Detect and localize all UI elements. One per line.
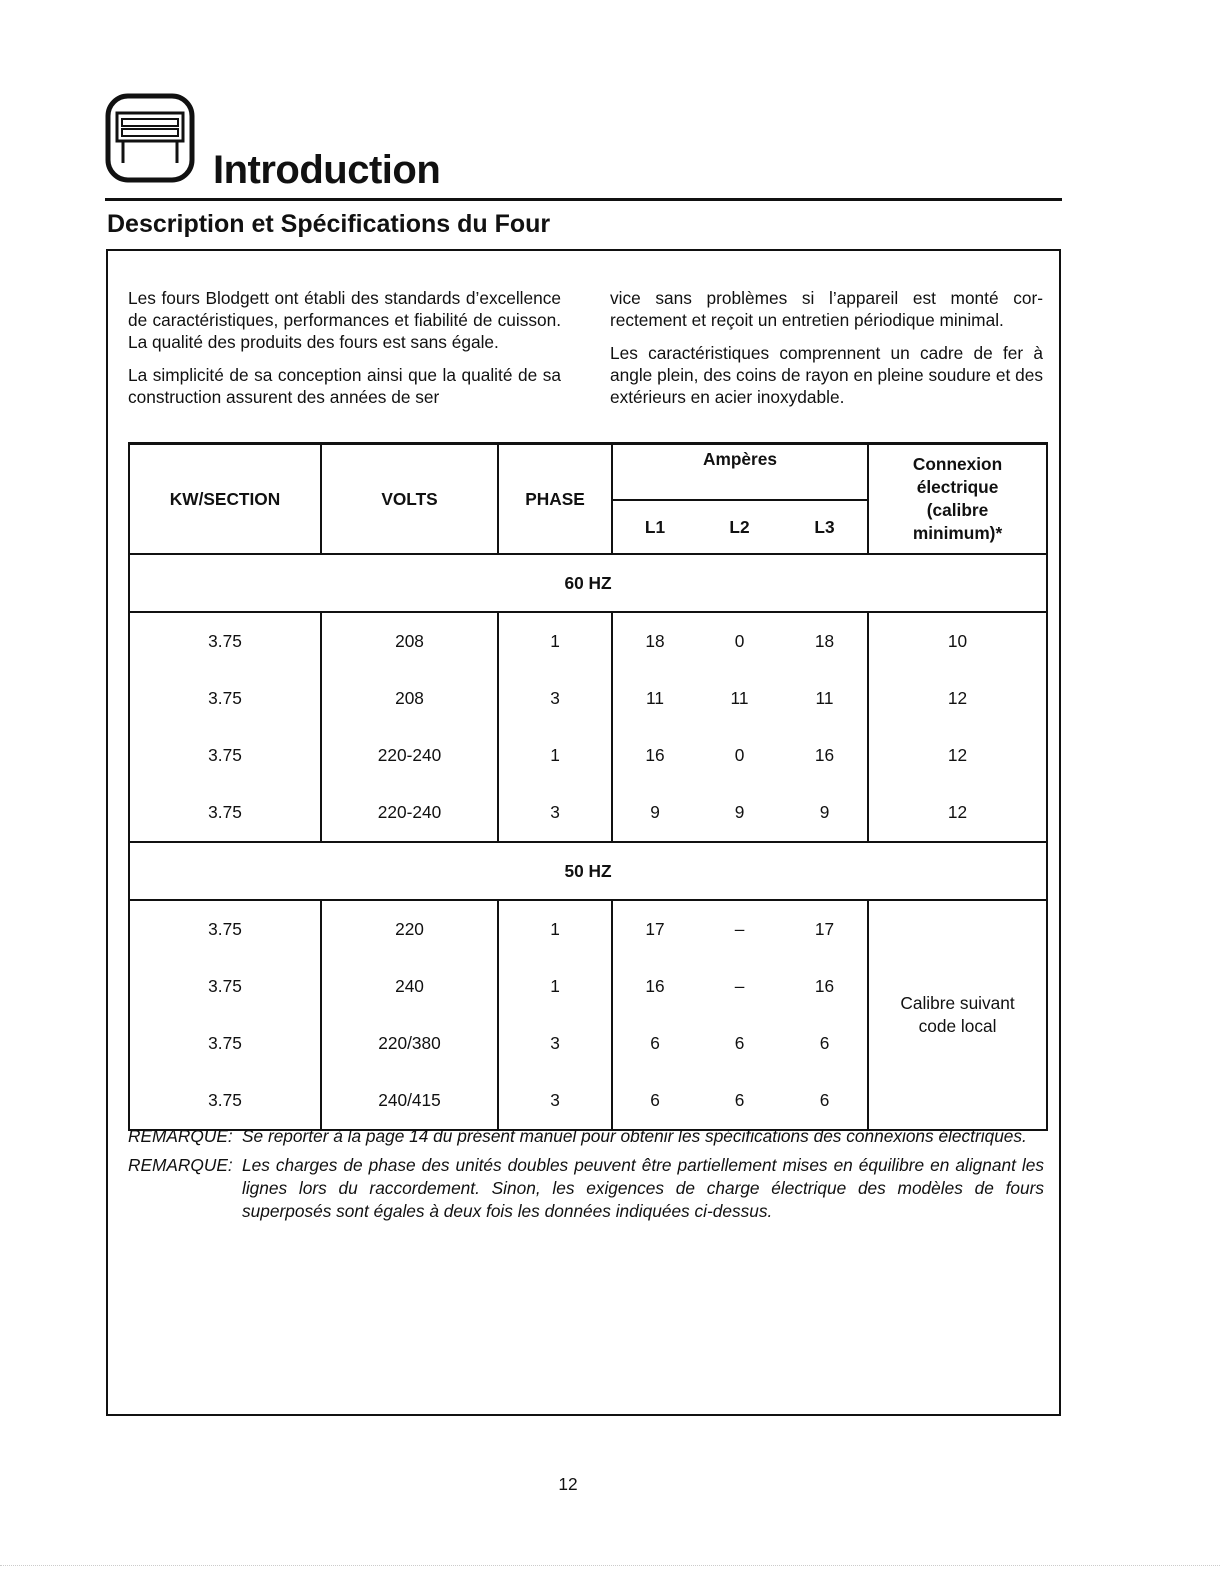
cell-connexion: 12	[868, 670, 1047, 727]
cell-volts: 220-240	[321, 784, 498, 842]
table-row	[129, 612, 1047, 670]
cell-connexion-local-code: Calibre suivant code local	[868, 900, 1047, 1130]
cell-volts: 240	[321, 958, 498, 1015]
cell-l3: 6	[782, 1072, 868, 1130]
cell-l1: 6	[650, 1033, 660, 1053]
title-divider	[105, 198, 1062, 201]
page-title: Introduction	[213, 148, 441, 192]
cell-l1: 16	[645, 745, 665, 765]
cell-l1: 16	[645, 976, 665, 996]
cell-connexion: 12	[868, 727, 1047, 784]
cell-l3: 18	[782, 612, 868, 670]
group-row-60hz	[129, 554, 1047, 612]
intro-right-column	[610, 287, 1043, 419]
cell-l1: 18	[645, 631, 665, 651]
note-text: Les charges de phase des unités doubles peuvent être partiellement mises en équilibre en alignant les lignes lors du raccordement. Sinon, les exigences de charge électrique des modèles de fours superposés sont égales à deux fois les données indiquées ci-dessus.	[242, 1155, 1044, 1221]
cell-l2: 9	[734, 802, 745, 822]
group-label: 60 HZ	[129, 554, 1047, 612]
cell-phase: 3	[498, 670, 612, 727]
cell-kw: 3.75	[129, 612, 321, 670]
cell-kw: 3.75	[129, 670, 321, 727]
cell-phase: 3	[498, 784, 612, 842]
table-header-row	[129, 444, 1047, 501]
table-row	[129, 900, 1047, 958]
cell-volts: 208	[321, 612, 498, 670]
cell-volts: 220-240	[321, 727, 498, 784]
header-kw-section: KW/SECTION	[129, 444, 321, 555]
intro-left-column	[128, 287, 561, 419]
header-l1: L1	[644, 516, 666, 537]
cell-l3: 17	[782, 900, 868, 958]
cell-connexion: 10	[868, 612, 1047, 670]
cell-l2: –	[734, 919, 745, 939]
intro-paragraph: Les caractéristiques comprennent un cadre de fer à angle plein, des coins de rayon en pleine soudure et des extérieurs en acier inoxydable.	[610, 343, 1043, 407]
cell-l3: 16	[782, 958, 868, 1015]
note	[128, 1154, 1044, 1223]
table-row	[129, 784, 1047, 842]
cell-kw: 3.75	[129, 1015, 321, 1072]
cell-volts: 208	[321, 670, 498, 727]
header-connexion: Connexion électrique (calibre minimum)*	[868, 444, 1047, 555]
cell-l3: 9	[782, 784, 868, 842]
cell-volts: 240/415	[321, 1072, 498, 1130]
cell-l3: 6	[782, 1015, 868, 1072]
note	[128, 1125, 1044, 1148]
group-row-50hz	[129, 842, 1047, 900]
header-amperes: Ampères	[612, 444, 868, 501]
notes-section	[128, 1125, 1044, 1229]
note-text: Se reporter à la page 14 du présent manuel pour obtenir les spécifications des connexions électriques.	[242, 1126, 1027, 1146]
cell-kw: 3.75	[129, 784, 321, 842]
cell-connexion: 12	[868, 784, 1047, 842]
header-l3: L3	[782, 500, 868, 554]
group-label: 50 HZ	[129, 842, 1047, 900]
cell-l2: 0	[734, 631, 745, 651]
page-number: 12	[558, 1474, 578, 1494]
cell-l2: 6	[734, 1033, 745, 1053]
header-l2: L2	[729, 516, 750, 537]
cell-phase: 3	[498, 1015, 612, 1072]
cell-volts: 220	[321, 900, 498, 958]
cell-l3: 16	[782, 727, 868, 784]
cell-kw: 3.75	[129, 958, 321, 1015]
page-bottom-edge	[0, 1565, 1220, 1584]
cell-l2: –	[734, 976, 745, 996]
table-row	[129, 727, 1047, 784]
cell-l2: 0	[734, 745, 745, 765]
cell-phase: 1	[498, 958, 612, 1015]
intro-paragraph: vice sans problèmes si l’appareil est monté correctement et reçoit un entretien périodique minimal.	[610, 288, 1043, 330]
cell-l3: 11	[782, 670, 868, 727]
cell-kw: 3.75	[129, 900, 321, 958]
cell-phase: 3	[498, 1072, 612, 1130]
cell-phase: 1	[498, 900, 612, 958]
table-row	[129, 670, 1047, 727]
cell-volts: 220/380	[321, 1015, 498, 1072]
cell-kw: 3.75	[129, 727, 321, 784]
cell-l1: 6	[612, 1072, 697, 1130]
cell-phase: 1	[498, 727, 612, 784]
cell-l1: 11	[646, 688, 664, 708]
header-volts: VOLTS	[321, 444, 498, 555]
intro-paragraph: Les fours Blodgett ont établi des standards d’excellence de caractéristiques, performances et fiabilité de cuisson. La qualité des produits des fours est sans égale.	[128, 288, 561, 352]
cell-l1: 9	[650, 802, 660, 822]
section-heading: Description et Spécifications du Four	[107, 210, 551, 238]
header-phase: PHASE	[498, 444, 612, 555]
cell-l2: 6	[697, 1072, 782, 1130]
note-label: REMARQUE:	[128, 1126, 233, 1146]
specifications-table	[128, 442, 1048, 1131]
cell-kw: 3.75	[129, 1072, 321, 1130]
oven-icon	[105, 93, 195, 183]
note-label: REMARQUE:	[128, 1155, 233, 1175]
cell-l2: 11	[730, 688, 749, 708]
cell-l1: 17	[645, 919, 665, 939]
intro-paragraph: La simplicité de sa conception ainsi que la qualité de sa construction assurent des années de ser	[128, 365, 561, 407]
cell-phase: 1	[498, 612, 612, 670]
